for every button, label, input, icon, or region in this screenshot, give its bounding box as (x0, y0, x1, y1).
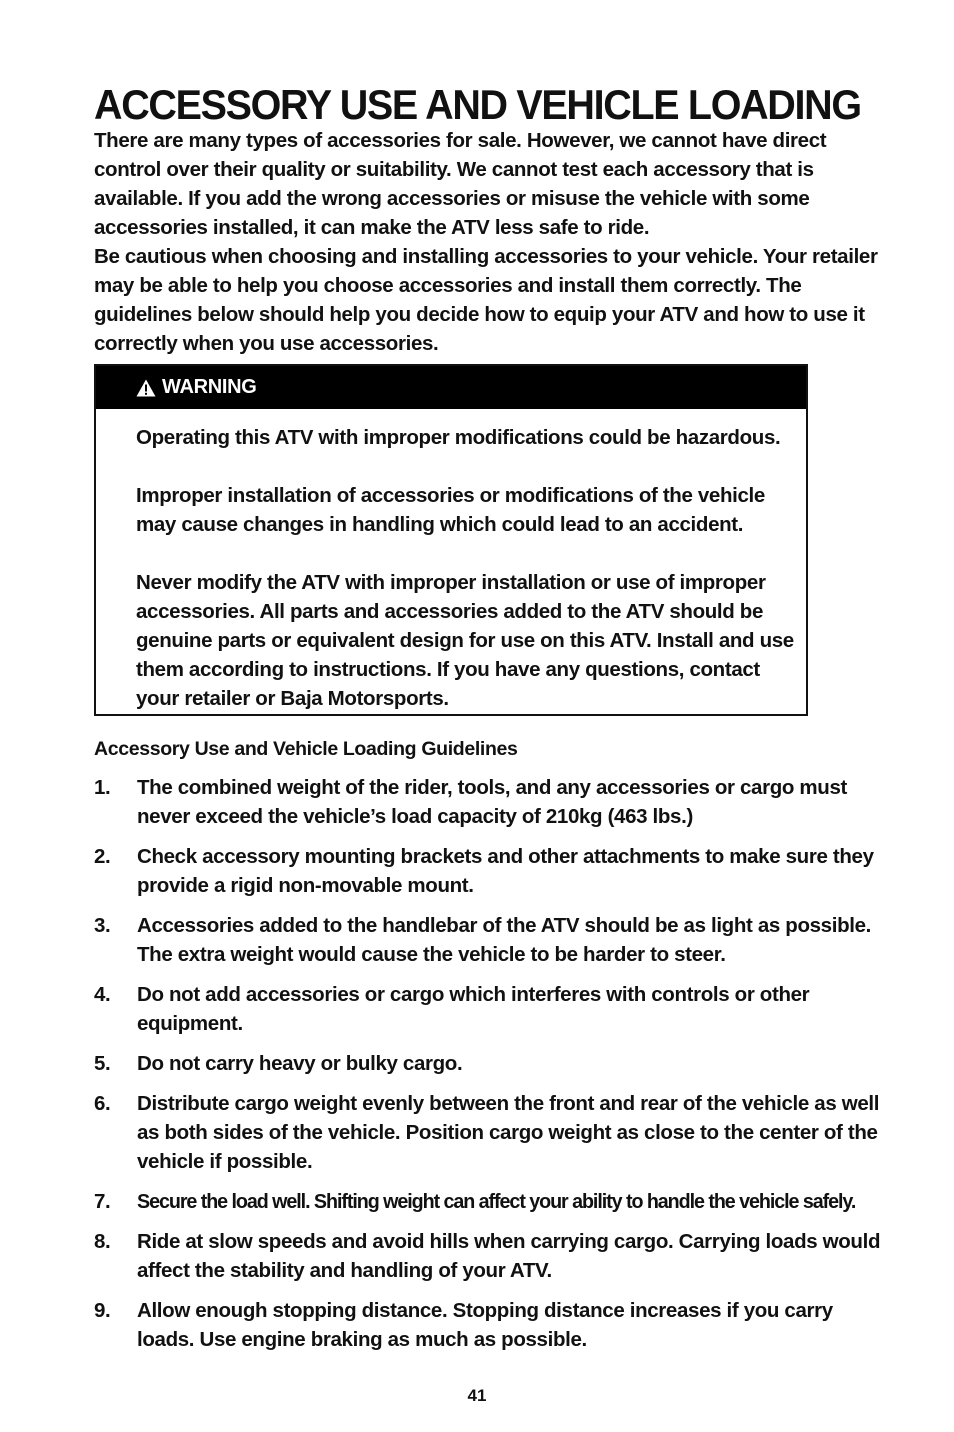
warning-label: WARNING (162, 376, 257, 398)
list-item (94, 911, 884, 969)
list-item (94, 1049, 884, 1078)
list-item (94, 1089, 884, 1176)
list-item-number: 5. (94, 1052, 111, 1075)
intro-section (94, 126, 884, 358)
warning-header (96, 366, 806, 409)
list-item-text: Ride at slow speeds and avoid hills when carrying cargo. Carrying loads would affect the stability and handling of your ATV. (137, 1230, 881, 1282)
list-item-number: 7. (94, 1190, 111, 1213)
list-item-text: Distribute cargo weight evenly between the front and rear of the vehicle as well as both sides of the vehicle. Position cargo weight as close to the center of the vehicle if possible. (137, 1092, 880, 1173)
list-item (94, 773, 884, 831)
list-item-text: Do not add accessories or cargo which interferes with controls or other equipment. (137, 983, 810, 1035)
list-item-text: Secure the load well. Shifting weight can affect your ability to handle the vehicle safely. (137, 1190, 856, 1213)
warning-paragraph-3: Never modify the ATV with improper installation or use of improper accessories. All parts and accessories added to the ATV should be genuine parts or equivalent design for use on this ATV. Install and use them according to instructions. If you have any questions, contact your retailer or Baja Motorsports. (136, 571, 794, 710)
intro-paragraph-1: There are many types of accessories for sale. However, we cannot have direct control over their quality or suitability. We cannot test each accessory that is available. If you add the wrong accessories or misuse the vehicle with some accessories installed, it can make the ATV less safe to ride. (94, 129, 827, 239)
page-title: ACCESSORY USE AND VEHICLE LOADING (94, 81, 861, 128)
list-item-number: 2. (94, 845, 111, 868)
warning-triangle-icon (136, 379, 156, 397)
list-item (94, 1187, 884, 1216)
list-item-number: 8. (94, 1230, 111, 1253)
list-item-text: Accessories added to the handlebar of the ATV should be as light as possible. The extra weight would cause the vehicle to be harder to steer. (137, 914, 871, 966)
list-item (94, 1227, 884, 1285)
list-item-number: 6. (94, 1092, 111, 1115)
list-item-number: 4. (94, 983, 111, 1006)
list-item (94, 980, 884, 1038)
list-item-number: 3. (94, 914, 111, 937)
guidelines-list (94, 773, 884, 1365)
warning-body (136, 423, 806, 713)
page-number: 41 (467, 1386, 487, 1405)
guidelines-heading (94, 734, 518, 764)
warning-box (94, 364, 808, 716)
warning-paragraph-2: Improper installation of accessories or modifications of the vehicle may cause changes in handling which could lead to an accident. (136, 484, 765, 536)
warning-paragraph-1: Operating this ATV with improper modifications could be hazardous. (136, 426, 781, 449)
list-item (94, 1296, 884, 1354)
list-item-number: 1. (94, 776, 111, 799)
list-item-number: 9. (94, 1299, 111, 1322)
list-item (94, 842, 884, 900)
list-item-text: The combined weight of the rider, tools, and any accessories or cargo must never exceed the vehicle’s load capacity of 210kg (463 lbs.) (137, 776, 847, 828)
list-item-text: Do not carry heavy or bulky cargo. (137, 1052, 463, 1075)
list-item-text: Check accessory mounting brackets and other attachments to make sure they provide a rigid non-movable mount. (137, 845, 874, 897)
list-item-text: Allow enough stopping distance. Stopping distance increases if you carry loads. Use engine braking as much as possible. (137, 1299, 833, 1351)
intro-paragraph-2: Be cautious when choosing and installing accessories to your vehicle. Your retailer may be able to help you choose accessories and install them correctly. The guidelines below should help you decide how to equip your ATV and how to use it correctly when you use accessories. (94, 245, 878, 355)
guidelines-heading-text: Accessory Use and Vehicle Loading Guidelines (94, 738, 518, 760)
